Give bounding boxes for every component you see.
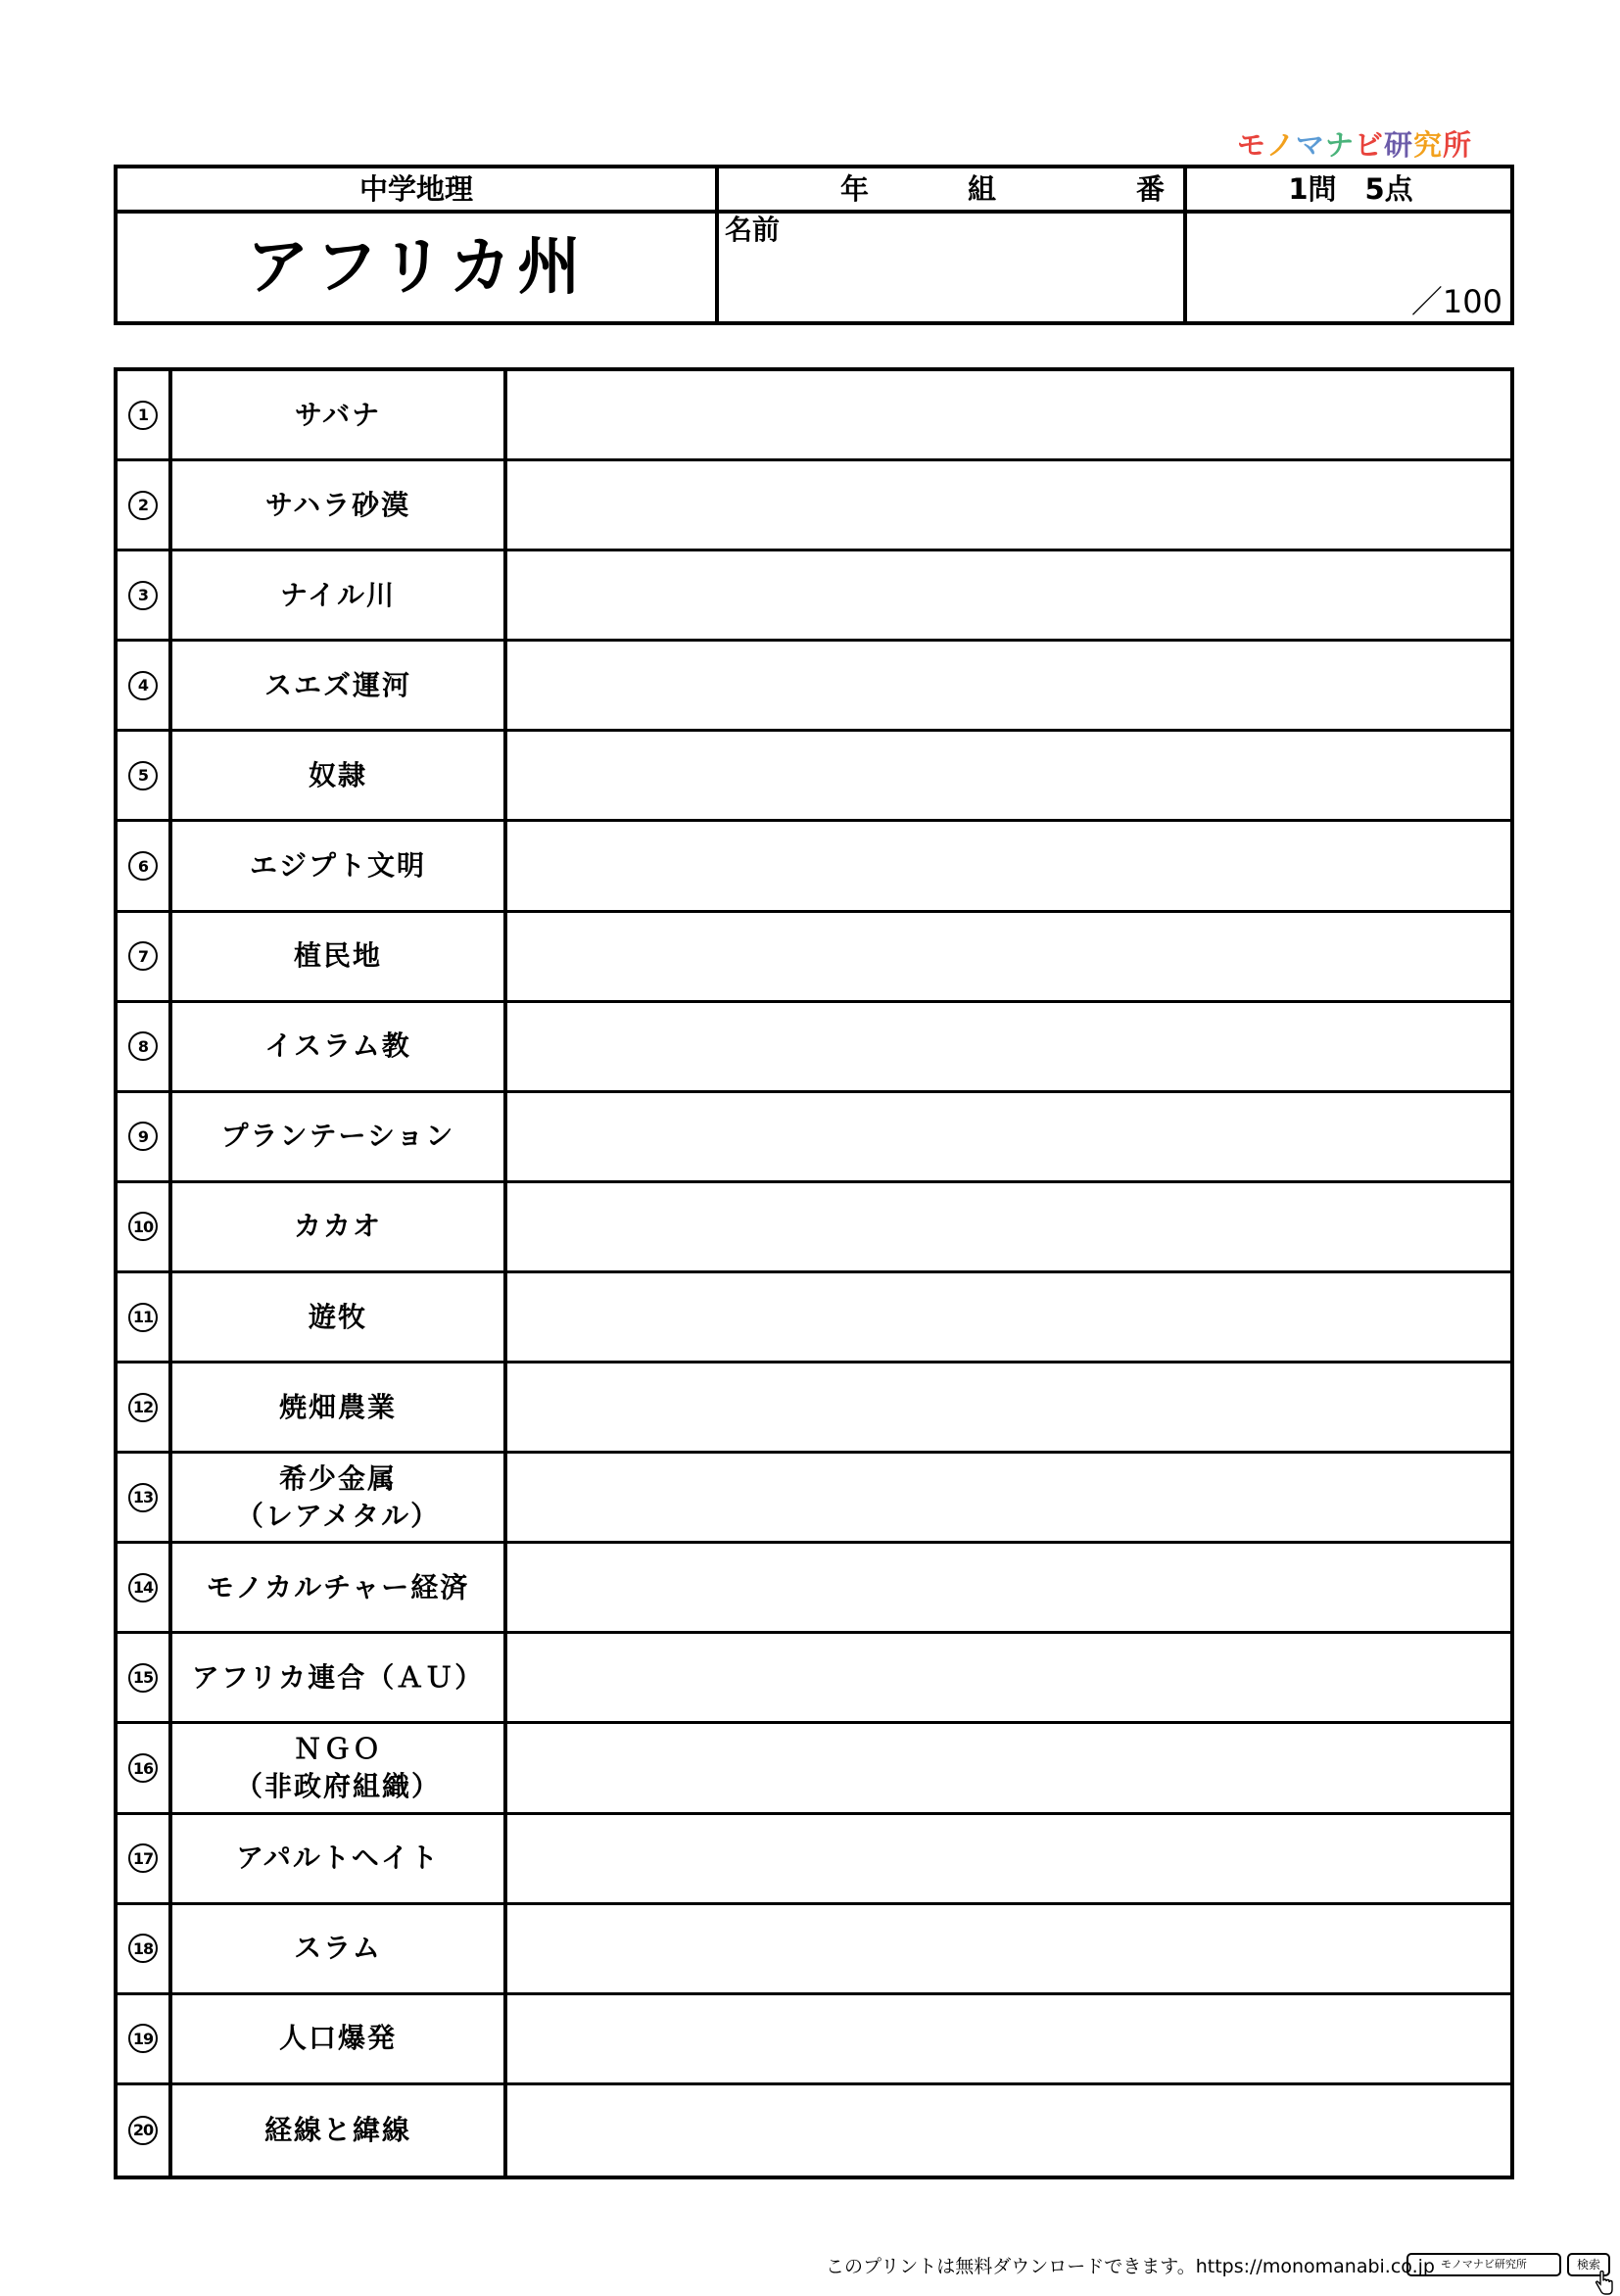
circled-number: 11 xyxy=(128,1303,158,1332)
answer-field[interactable] xyxy=(507,1725,1510,1812)
question-row xyxy=(118,1363,1510,1454)
circled-number: 4 xyxy=(128,671,158,700)
answer-field[interactable] xyxy=(507,461,1510,549)
answer-field[interactable] xyxy=(507,642,1510,729)
question-number xyxy=(118,1634,168,1721)
answer-field[interactable] xyxy=(507,1544,1510,1631)
question-number xyxy=(118,1003,168,1090)
circled-number: 20 xyxy=(128,2116,158,2145)
answer-field[interactable] xyxy=(507,2085,1510,2176)
question-row xyxy=(118,1454,1510,1544)
question-row xyxy=(118,1634,1510,1724)
answer-field[interactable] xyxy=(507,1815,1510,1902)
question-term: 希少金属 （レアメタル） xyxy=(235,1461,441,1532)
question-term: スエズ運河 xyxy=(263,668,411,701)
subject-label: 中学地理 xyxy=(358,172,473,206)
question-row xyxy=(118,1003,1510,1093)
question-number xyxy=(118,642,168,729)
question-number xyxy=(118,732,168,819)
points-per-question: 1問 5点 xyxy=(1288,172,1413,206)
circled-number: 5 xyxy=(128,761,158,790)
question-term: アフリカ連合（ＡＵ） xyxy=(191,1660,485,1694)
question-number xyxy=(118,1905,168,1992)
answer-field[interactable] xyxy=(507,1093,1510,1180)
question-row xyxy=(118,551,1510,642)
question-row xyxy=(118,1544,1510,1634)
circled-number: 19 xyxy=(128,2024,158,2053)
circled-number: 9 xyxy=(128,1122,158,1151)
question-term: イスラム教 xyxy=(264,1029,411,1063)
circled-number: 16 xyxy=(128,1753,158,1783)
logo-char: 究 xyxy=(1412,128,1443,162)
question-row xyxy=(118,1725,1510,1815)
question-term: 焼畑農業 xyxy=(278,1390,397,1423)
name-field[interactable] xyxy=(719,214,1183,321)
answer-field[interactable] xyxy=(507,732,1510,819)
question-number xyxy=(118,1995,168,2082)
question-number xyxy=(118,1093,168,1180)
circled-number: 6 xyxy=(128,851,158,881)
question-term: 植民地 xyxy=(293,939,382,973)
question-row xyxy=(118,1995,1510,2085)
question-row xyxy=(118,1093,1510,1183)
question-term: サバナ xyxy=(294,398,382,431)
answer-field[interactable] xyxy=(507,1183,1510,1270)
question-term: 人口爆発 xyxy=(278,2022,397,2055)
question-term: プランテーション xyxy=(220,1120,455,1153)
logo-char: 研 xyxy=(1383,128,1413,162)
question-number xyxy=(118,1363,168,1451)
question-term: サハラ砂漠 xyxy=(264,488,411,521)
question-term: 遊牧 xyxy=(308,1300,367,1333)
question-row xyxy=(118,732,1510,822)
question-row xyxy=(118,823,1510,913)
question-row xyxy=(118,1183,1510,1273)
question-number xyxy=(118,461,168,549)
question-term: アパルトヘイト xyxy=(236,1842,440,1875)
answer-field[interactable] xyxy=(507,1273,1510,1361)
answer-field[interactable] xyxy=(507,1995,1510,2082)
circled-number: 14 xyxy=(128,1573,158,1602)
answer-field[interactable] xyxy=(507,1363,1510,1451)
logo-char: ノ xyxy=(1265,128,1296,162)
question-term: ナイル川 xyxy=(279,578,397,611)
circled-number: 10 xyxy=(128,1212,158,1241)
circled-number: 18 xyxy=(128,1934,158,1963)
answer-field[interactable] xyxy=(507,1905,1510,1992)
circled-number: 12 xyxy=(128,1393,158,1422)
question-row xyxy=(118,1815,1510,1905)
logo-char: ビ xyxy=(1354,128,1384,162)
answer-field[interactable] xyxy=(507,823,1510,910)
circled-number: 3 xyxy=(128,581,158,610)
score-total: ／100 xyxy=(1410,283,1502,320)
question-term: カカオ xyxy=(293,1210,382,1243)
name-label: 名前 xyxy=(725,214,781,246)
circled-number: 17 xyxy=(128,1843,158,1873)
search-button: 検索 xyxy=(1567,2253,1610,2276)
answer-field[interactable] xyxy=(507,1454,1510,1541)
class-label: 組 xyxy=(968,172,997,206)
question-term: 経線と緯線 xyxy=(263,2113,411,2146)
grade-class-number-fields[interactable] xyxy=(719,168,1183,210)
question-number xyxy=(118,1454,168,1541)
logo-char: 所 xyxy=(1442,128,1472,162)
answer-field[interactable] xyxy=(507,371,1510,458)
worksheet-title: アフリカ州 xyxy=(246,231,587,304)
question-number xyxy=(118,551,168,639)
question-row xyxy=(118,642,1510,732)
question-number xyxy=(118,2085,168,2176)
question-row xyxy=(118,1273,1510,1363)
number-label: 番 xyxy=(1136,172,1166,206)
circled-number: 15 xyxy=(128,1663,158,1693)
question-row xyxy=(118,1905,1510,1995)
answer-field[interactable] xyxy=(507,913,1510,1000)
question-number xyxy=(118,1815,168,1902)
question-number xyxy=(118,1273,168,1361)
question-term: スラム xyxy=(294,1932,382,1965)
footer-note: このプリントは無料ダウンロードできます。https://monomanabi.co.jp xyxy=(826,2256,1435,2277)
site-logo xyxy=(1227,130,1472,160)
answer-field[interactable] xyxy=(507,1634,1510,1721)
question-table xyxy=(114,367,1514,2179)
question-number xyxy=(118,823,168,910)
question-row xyxy=(118,913,1510,1003)
question-number xyxy=(118,1183,168,1270)
answer-field[interactable] xyxy=(507,1003,1510,1090)
logo-char: ナ xyxy=(1324,128,1355,162)
question-row xyxy=(118,461,1510,551)
question-term: エジプト文明 xyxy=(249,849,426,883)
logo-char: マ xyxy=(1295,128,1325,162)
question-number xyxy=(118,1725,168,1812)
question-number xyxy=(118,371,168,458)
circled-number: 13 xyxy=(128,1483,158,1512)
circled-number: 1 xyxy=(128,401,158,430)
question-number xyxy=(118,913,168,1000)
question-row xyxy=(118,371,1510,461)
question-row xyxy=(118,2085,1510,2176)
hand-cursor-icon xyxy=(1594,2271,1615,2296)
worksheet-header xyxy=(114,165,1514,325)
search-box: モノマナビ研究所 xyxy=(1406,2253,1561,2276)
circled-number: 7 xyxy=(128,941,158,971)
question-term: モノカルチャー経済 xyxy=(206,1570,470,1603)
answer-field[interactable] xyxy=(507,551,1510,639)
logo-char: モ xyxy=(1236,128,1266,162)
question-term: 奴隷 xyxy=(308,758,367,791)
question-number xyxy=(118,1544,168,1631)
circled-number: 8 xyxy=(128,1031,158,1061)
question-term: ＮＧＯ （非政府組織） xyxy=(234,1733,441,1803)
circled-number: 2 xyxy=(128,491,158,520)
year-label: 年 xyxy=(840,172,870,206)
